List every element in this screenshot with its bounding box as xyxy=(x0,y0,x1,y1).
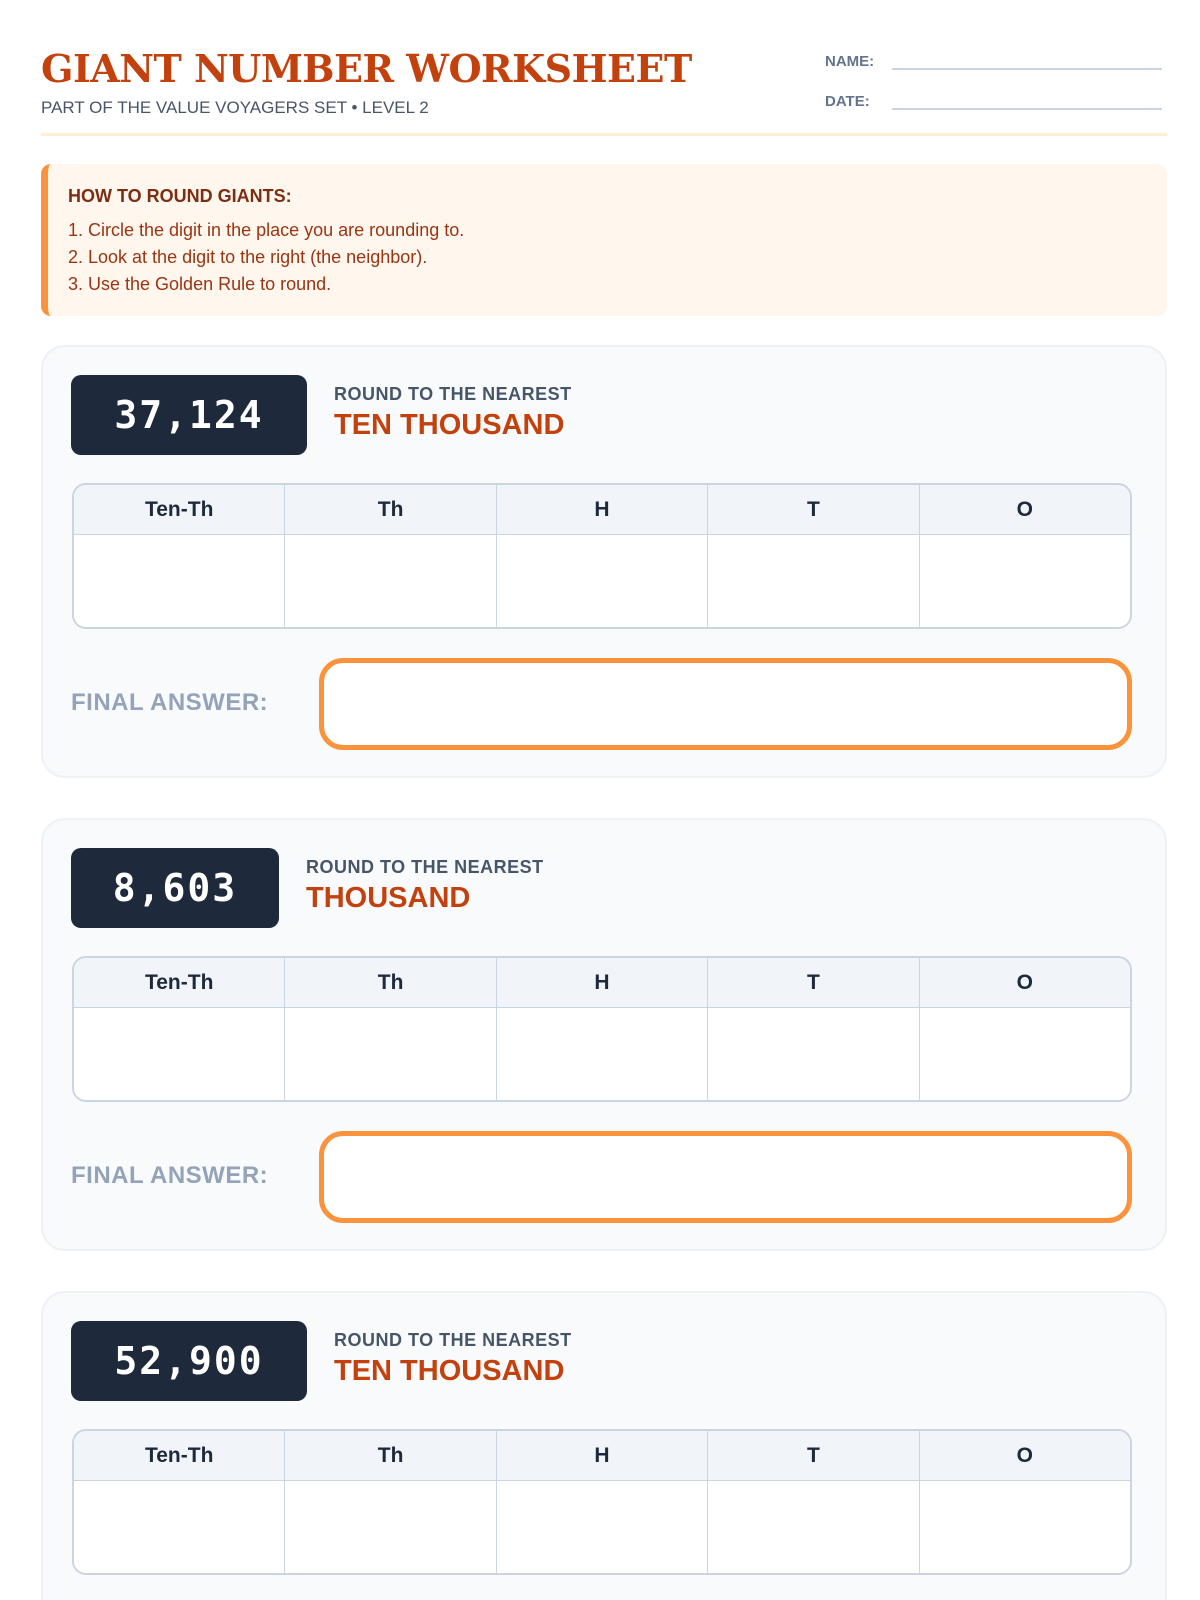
column-header: O xyxy=(920,1431,1130,1481)
giant-number: 8,603 xyxy=(71,848,279,928)
round-instruction xyxy=(334,384,572,442)
column-header: Th xyxy=(285,485,495,535)
place-value-column xyxy=(74,958,285,1100)
place-value-column xyxy=(497,958,708,1100)
digit-cell[interactable] xyxy=(285,1481,495,1573)
column-header: Ten-Th xyxy=(74,958,284,1008)
instructions-panel xyxy=(41,164,1167,316)
place-value-column xyxy=(285,958,496,1100)
worksheet-header xyxy=(41,38,1167,136)
place-value-column xyxy=(497,1431,708,1573)
name-label: NAME: xyxy=(825,53,875,70)
final-answer-box[interactable] xyxy=(319,1131,1132,1223)
final-answer-box[interactable] xyxy=(319,658,1132,750)
digit-cell[interactable] xyxy=(74,1008,284,1100)
instruction-step: 2. Look at the digit to the right (the neighbor). xyxy=(68,247,428,267)
header-divider xyxy=(41,133,1167,136)
digit-cell[interactable] xyxy=(497,1008,707,1100)
place-value-column xyxy=(708,485,919,627)
round-label: ROUND TO THE NEAREST xyxy=(334,1330,572,1350)
column-header: O xyxy=(920,485,1130,535)
final-answer-label: FINAL ANSWER: xyxy=(71,1162,269,1189)
place-value-column xyxy=(708,958,919,1100)
place-value-column xyxy=(920,958,1130,1100)
instructions-title: HOW TO ROUND GIANTS: xyxy=(68,186,292,206)
round-label: ROUND TO THE NEAREST xyxy=(306,857,544,877)
name-field xyxy=(825,46,1162,70)
column-header: T xyxy=(708,958,918,1008)
digit-cell[interactable] xyxy=(497,535,707,627)
place-value-table xyxy=(72,956,1132,1102)
digit-cell[interactable] xyxy=(285,1008,495,1100)
round-place: THOUSAND xyxy=(306,882,471,914)
name-input-line[interactable] xyxy=(892,46,1162,70)
place-value-column xyxy=(74,1431,285,1573)
round-place: TEN THOUSAND xyxy=(334,409,565,441)
column-header: Th xyxy=(285,1431,495,1481)
worksheet-subtitle: PART OF THE VALUE VOYAGERS SET • LEVEL 2 xyxy=(41,98,429,117)
instruction-step: 1. Circle the digit in the place you are rounding to. xyxy=(68,220,465,240)
date-field xyxy=(825,86,1162,110)
worksheet-title: GIANT NUMBER WORKSHEET xyxy=(41,46,692,91)
digit-cell[interactable] xyxy=(920,1481,1130,1573)
final-answer-label: FINAL ANSWER: xyxy=(71,689,269,716)
digit-cell[interactable] xyxy=(285,535,495,627)
problem-card-1 xyxy=(41,345,1167,778)
place-value-column xyxy=(708,1431,919,1573)
round-instruction xyxy=(306,857,544,915)
place-value-table xyxy=(72,1429,1132,1575)
date-input-line[interactable] xyxy=(892,86,1162,110)
date-label: DATE: xyxy=(825,93,870,110)
round-label: ROUND TO THE NEAREST xyxy=(334,384,572,404)
instruction-step: 3. Use the Golden Rule to round. xyxy=(68,274,332,294)
column-header: H xyxy=(497,485,707,535)
column-header: Th xyxy=(285,958,495,1008)
place-value-column xyxy=(285,1431,496,1573)
digit-cell[interactable] xyxy=(708,1481,918,1573)
digit-cell[interactable] xyxy=(708,535,918,627)
place-value-column xyxy=(920,485,1130,627)
column-header: O xyxy=(920,958,1130,1008)
place-value-table xyxy=(72,483,1132,629)
place-value-column xyxy=(497,485,708,627)
column-header: H xyxy=(497,958,707,1008)
digit-cell[interactable] xyxy=(920,1008,1130,1100)
digit-cell[interactable] xyxy=(74,1481,284,1573)
giant-number: 37,124 xyxy=(71,375,307,455)
place-value-column xyxy=(74,485,285,627)
digit-cell[interactable] xyxy=(920,535,1130,627)
problem-card-2 xyxy=(41,818,1167,1251)
problem-card-3 xyxy=(41,1291,1167,1600)
column-header: T xyxy=(708,1431,918,1481)
column-header: Ten-Th xyxy=(74,1431,284,1481)
digit-cell[interactable] xyxy=(708,1008,918,1100)
place-value-column xyxy=(285,485,496,627)
place-value-column xyxy=(920,1431,1130,1573)
column-header: Ten-Th xyxy=(74,485,284,535)
column-header: T xyxy=(708,485,918,535)
round-instruction xyxy=(334,1330,572,1388)
digit-cell[interactable] xyxy=(497,1481,707,1573)
giant-number: 52,900 xyxy=(71,1321,307,1401)
column-header: H xyxy=(497,1431,707,1481)
round-place: TEN THOUSAND xyxy=(334,1355,565,1387)
digit-cell[interactable] xyxy=(74,535,284,627)
